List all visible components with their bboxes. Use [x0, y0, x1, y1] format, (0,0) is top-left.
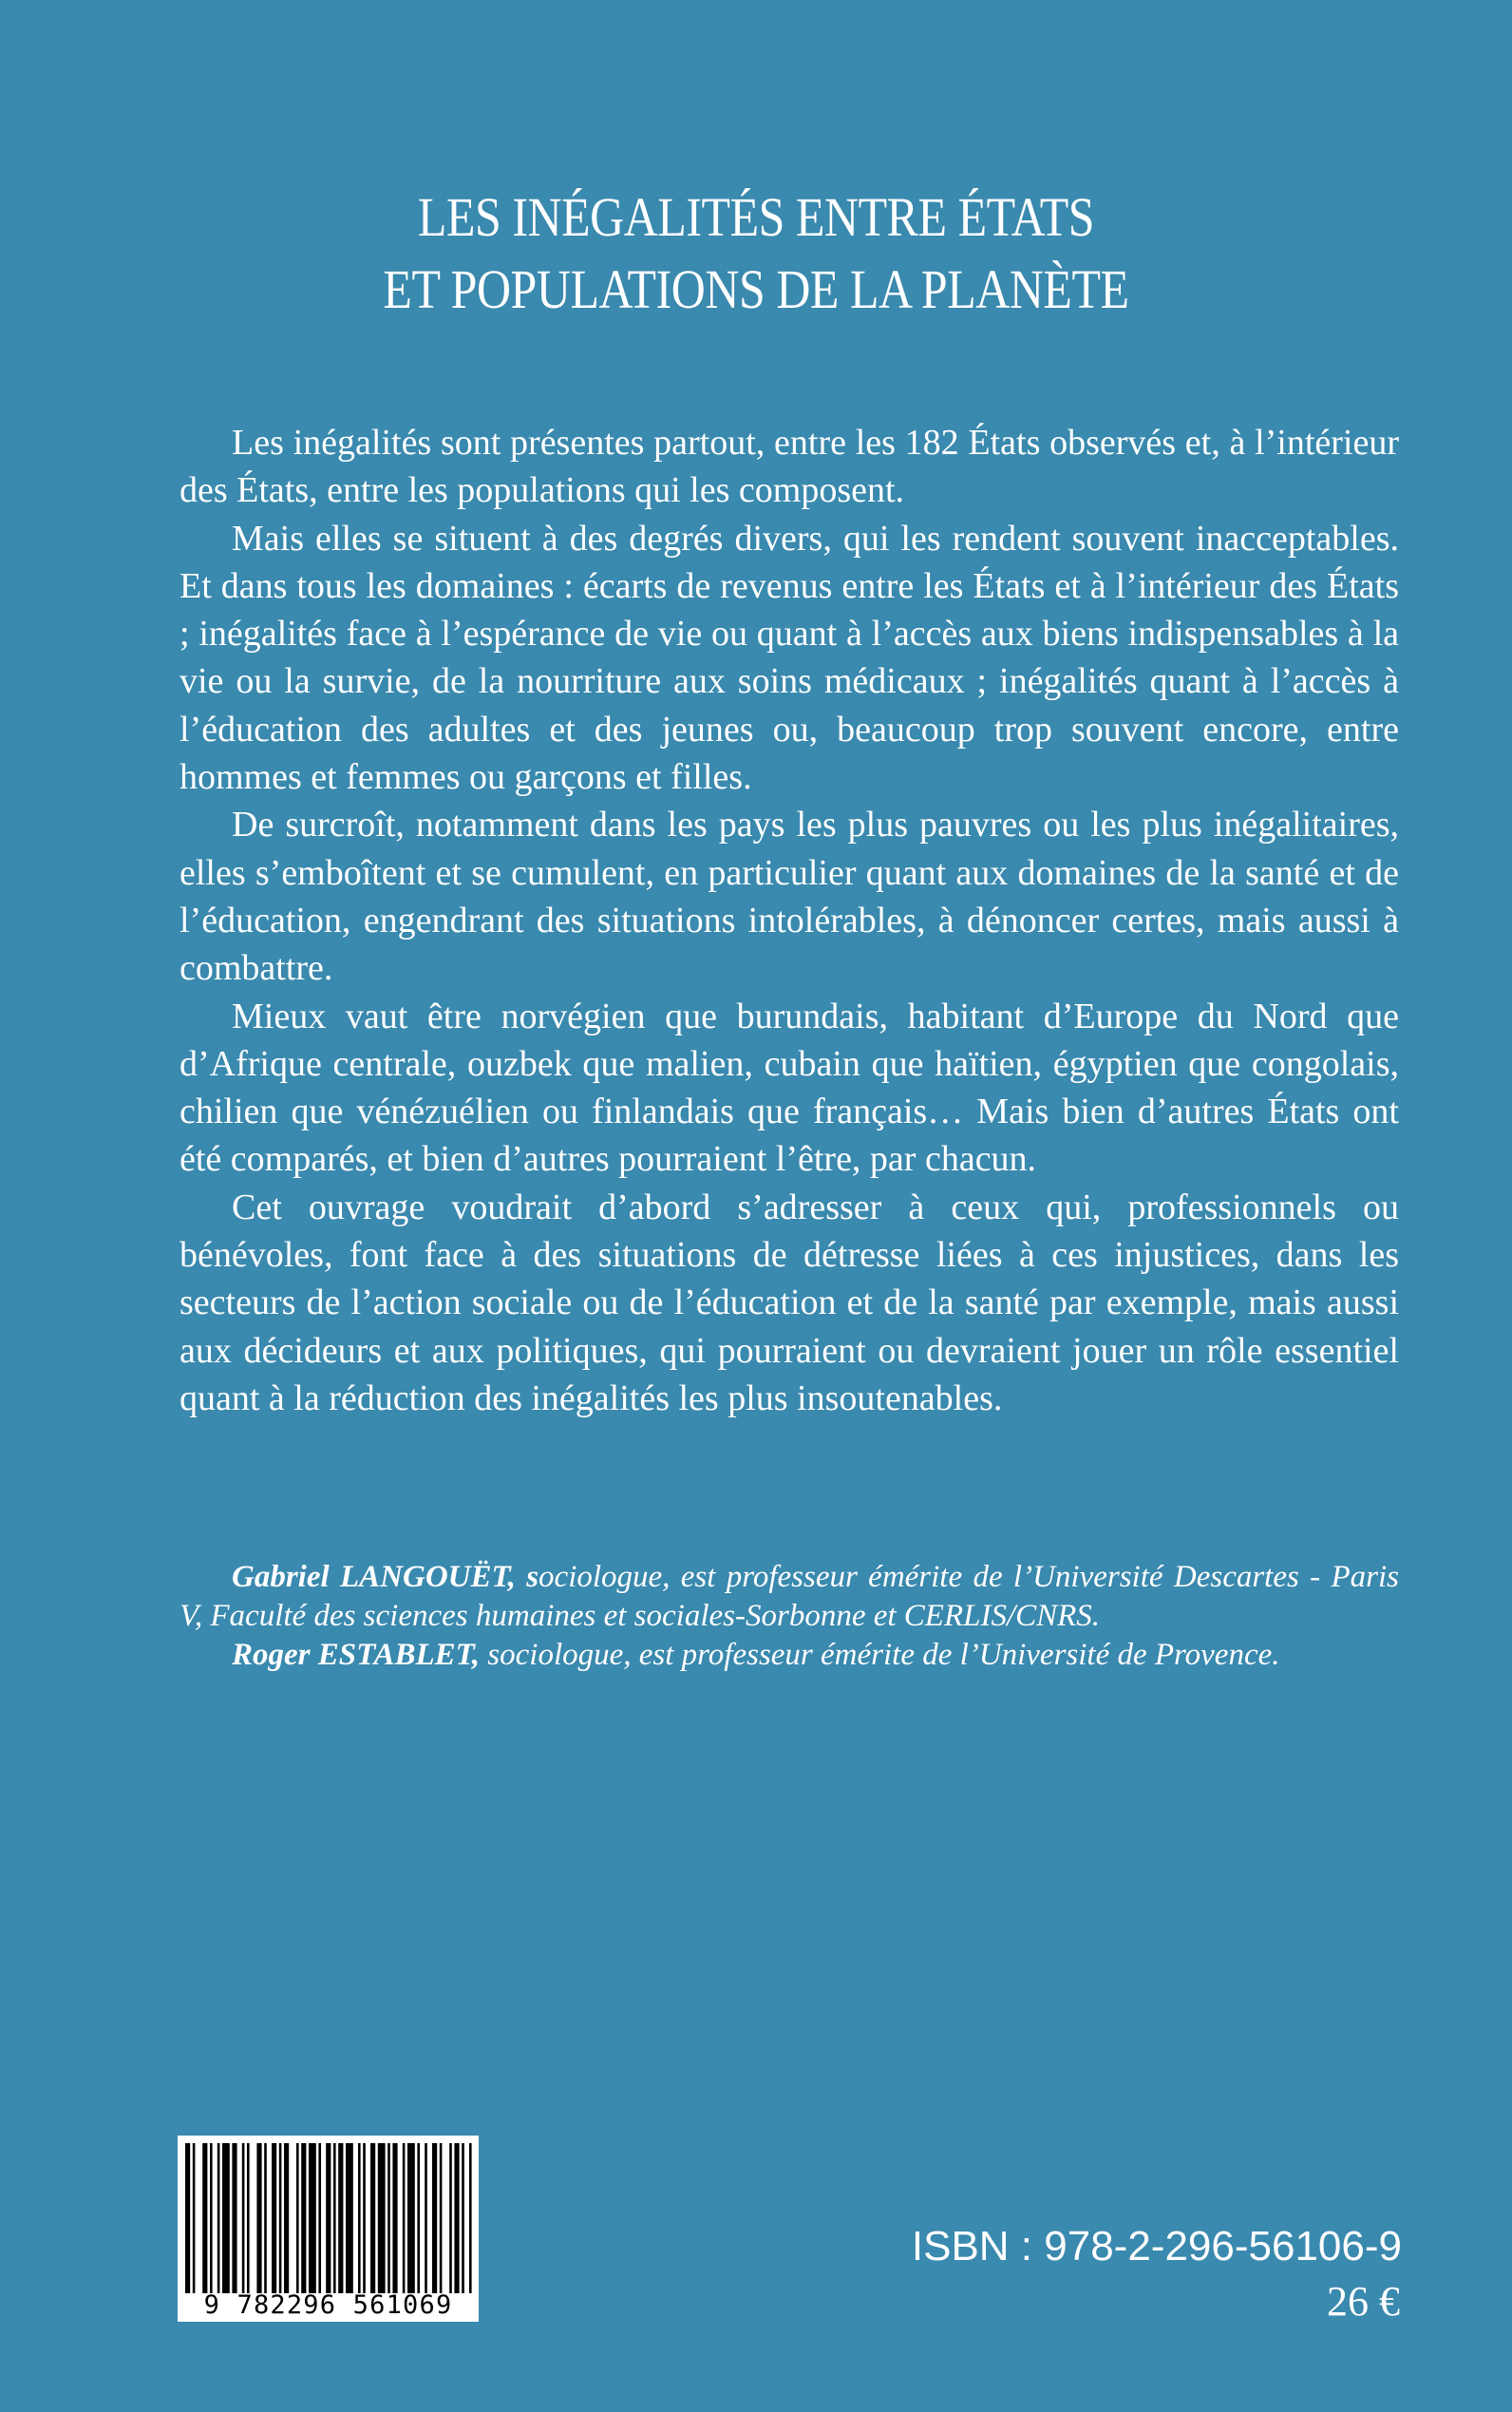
author-bios — [180, 1558, 1399, 1675]
barcode-bar — [387, 2143, 390, 2293]
barcode-bar — [454, 2143, 459, 2293]
barcode-bars — [178, 2136, 479, 2293]
barcode-bar — [378, 2143, 386, 2293]
barcode-bar — [296, 2143, 299, 2293]
author-name-1: Gabriel LANGOUËT, s — [232, 1560, 539, 1594]
blurb-paragraph-4: Mieux vaut être norvégien que burundais, habitant d’Europe du Nord que d’Afrique centrale, ouzbek que malien, cubain que haïtien, égyptien que congolais, chilien que vénézuélien ou finlandais que français… Mais bien d’autres États ont été comparés, et bien d’autres pourraient l’être, par chacun. — [180, 996, 1399, 1180]
barcode-bar — [370, 2143, 375, 2293]
barcode-bar — [318, 2143, 321, 2293]
author-bio-text-1: ociologue, est professeur émérite de l’Université Descartes - Paris V, Faculté des sciences humaines et sociales-Sorbonne et CERLIS/CNRS. — [180, 1560, 1399, 1633]
barcode-bar — [407, 2143, 415, 2293]
barcode-bar — [256, 2143, 261, 2293]
barcode-bar — [363, 2143, 366, 2293]
author-bio-text-2: sociologue, est professeur émérite de l’Université de Provence. — [480, 1638, 1280, 1672]
barcode-bar — [346, 2143, 353, 2293]
barcode-bar — [417, 2143, 420, 2293]
barcode-digits: 9 782296 561069 — [203, 2290, 453, 2320]
isbn-number: ISBN : 978-2-296-56106-9 — [911, 2223, 1402, 2270]
barcode-bar — [449, 2143, 452, 2293]
barcode — [178, 2136, 479, 2322]
barcode-bar — [392, 2143, 397, 2293]
barcode-bar — [309, 2143, 316, 2293]
barcode-bar — [358, 2143, 361, 2293]
blurb-paragraph-3: De surcroît, notamment dans les pays les plus pauvres ou les plus inégalitaires, elles s’emboîtent et se cumulent, en particulier quant aux domaines de la santé et de l’éducation, engendrant des situations intolérables, à dénoncer certes, mais aussi à combattre. — [180, 805, 1399, 989]
price: 26 € — [1327, 2278, 1400, 2325]
barcode-bar — [264, 2143, 267, 2293]
author-name-2: Roger ESTABLET, — [232, 1638, 481, 1672]
barcode-bar — [217, 2143, 220, 2293]
barcode-bar — [222, 2143, 230, 2293]
author-bio-1 — [180, 1558, 1399, 1636]
blurb — [180, 419, 1399, 1422]
barcode-bar — [279, 2143, 282, 2293]
barcode-bar — [301, 2143, 306, 2293]
barcode-bar — [432, 2143, 437, 2293]
author-bio-2 — [180, 1636, 1399, 1675]
barcode-bar — [425, 2143, 427, 2293]
barcode-bar — [326, 2143, 331, 2293]
barcode-bar — [247, 2143, 250, 2293]
barcode-bar — [185, 2143, 190, 2293]
barcode-bar — [284, 2143, 289, 2293]
blurb-paragraph-2: Mais elles se situent à des degrés divers, qui les rendent souvent inacceptables. Et dans tous les domaines : écarts de revenus entre les États et à l’intérieur des États ; inégalités face à l’espérance de vie ou quant à l’accès aux biens indispensables à la vie ou la survie, de la nourriture aux soins médicaux ; inégalités quant à l’accès à l’éducation des adultes et des jeunes ou, beaucoup trop souvent encore, entre hommes et femmes ou garçons et filles. — [180, 518, 1399, 798]
barcode-bar — [440, 2143, 443, 2293]
barcode-bar — [202, 2143, 207, 2293]
book-title-line-2: ET POPULATIONS DE LA PLANÈTE — [383, 258, 1129, 320]
barcode-bar — [193, 2143, 196, 2293]
barcode-bar — [338, 2143, 343, 2293]
barcode-bar — [469, 2143, 472, 2293]
barcode-bar — [333, 2143, 336, 2293]
barcode-bar — [403, 2143, 406, 2293]
barcode-bar — [210, 2143, 213, 2293]
barcode-bar — [462, 2143, 464, 2293]
book-title-line-1: LES INÉGALITÉS ENTRE ÉTATS — [417, 186, 1095, 248]
blurb-paragraph-1: Les inégalités sont présentes partout, entre les 182 États observés et, à l’intérieur des États, entre les populations qui les composent. — [180, 423, 1399, 511]
blurb-paragraph-5: Cet ouvrage voudrait d’abord s’adresser à ceux qui, professionnels ou bénévoles, font face à des situations de détresse liées à ces injustices, dans les secteurs de l’action sociale ou de l’éducation et de la santé par exemple, mais aussi aux décideurs et aux politiques, qui pourraient ou devraient jouer un rôle essentiel quant à la réduction des inégalités les plus insoutenables. — [180, 1187, 1399, 1418]
barcode-bar — [242, 2143, 245, 2293]
barcode-bar — [232, 2143, 236, 2293]
barcode-bar — [272, 2143, 276, 2293]
